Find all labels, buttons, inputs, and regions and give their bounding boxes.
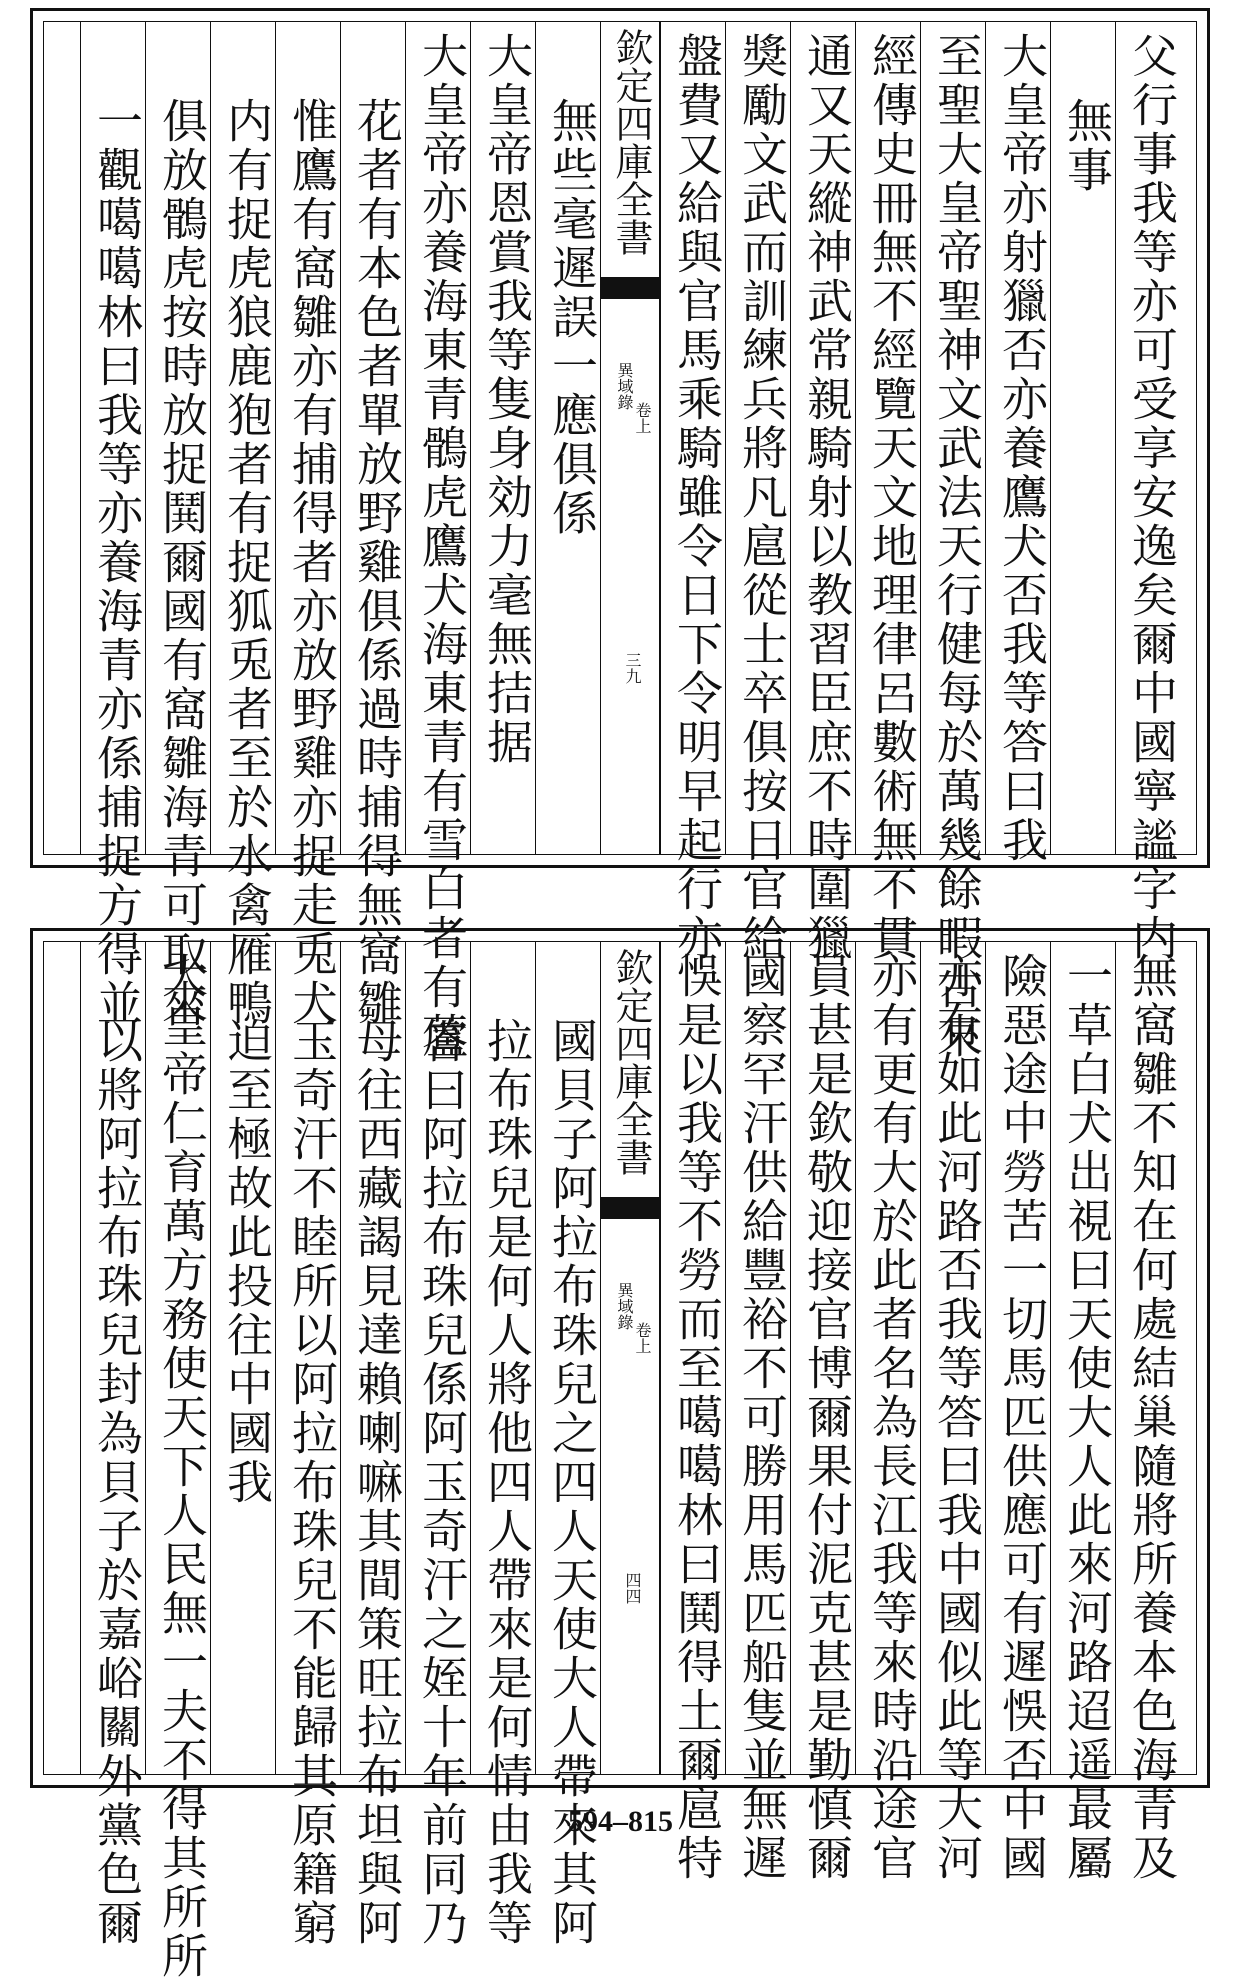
column-text: 至聖大皇帝聖神文武法天行健每於萬幾餘暇古來 xyxy=(930,32,984,1061)
text-column xyxy=(145,22,210,1028)
column-text: 悞是以我等不勞而至噶噶林曰鬨得土爾扈特 xyxy=(670,952,724,1883)
text-column xyxy=(405,22,470,1061)
text-column xyxy=(855,22,920,963)
text-column xyxy=(920,22,985,1061)
text-column xyxy=(1115,22,1180,963)
text-column xyxy=(340,22,405,1028)
text-column xyxy=(920,942,985,1883)
column-text: 玉奇汗不睦所以阿拉布珠兒不能歸其原籍窮 xyxy=(285,1017,339,1948)
column-text: 一觀噶噶林曰我等亦養海青亦係捕捉方得並 xyxy=(90,97,144,1028)
column-text: 拉布珠兒是何人將他四人帶來是何情由我等 xyxy=(480,1017,534,1948)
top-page xyxy=(30,8,1210,1061)
column-text: 以將阿拉布珠兒封為貝子於嘉峪關外黨色爾 xyxy=(90,1017,144,1948)
column-text: 答曰阿拉布珠兒係阿玉奇汗之姪十年前同乃 xyxy=(415,1017,469,1948)
column-text: 内有捉虎狼鹿狍者有捉狐兎者至於水禽雁鴨 xyxy=(220,97,274,1028)
column-text: 大皇帝恩賞我等隻身効力毫無拮据 xyxy=(480,32,534,767)
column-text: 無事 xyxy=(1060,97,1114,195)
column-text: 大皇帝亦射獵否亦養鷹犬否我等答曰我 xyxy=(995,32,1049,865)
text-column xyxy=(470,22,535,854)
text-column xyxy=(405,942,470,1948)
center-title: 欽定四庫全書 xyxy=(609,948,653,1176)
text-column xyxy=(275,22,340,1028)
text-column xyxy=(725,22,790,963)
text-column xyxy=(790,942,855,1883)
center-juan: 卷上 xyxy=(633,1322,652,1354)
center-fold xyxy=(600,942,660,1774)
column-text: 一草白犬出視曰天使大人此來河路迢遥最屬 xyxy=(1060,952,1114,1883)
center-book: 異域錄 xyxy=(615,362,634,410)
text-column xyxy=(470,942,535,1948)
text-column xyxy=(535,942,600,1948)
center-page: 三九 xyxy=(623,652,642,684)
top-page-frame xyxy=(43,21,1197,1061)
text-column xyxy=(80,22,145,1028)
column-text: 獎勵文武而訓練兵將凡扈從士卒俱按日官給 xyxy=(735,32,789,963)
column-text: 盤費又給與官馬乘騎雖令日下令明早起行亦 xyxy=(670,32,724,963)
text-column xyxy=(210,22,275,1028)
center-juan: 卷上 xyxy=(633,402,652,434)
column-text: 大皇帝亦養海東青鶻虎鷹犬海東青有雪白者有蘆 xyxy=(415,32,469,1061)
center-book: 異域錄 xyxy=(615,1282,634,1330)
center-title: 欽定四庫全書 xyxy=(609,28,653,256)
column-text: 惟鷹有窩雛亦有捕得者亦放野雞亦捉走兎犬 xyxy=(285,97,339,1028)
column-text: 經傳史冊無不經覽天文地理律呂數術無不貫 xyxy=(865,32,919,963)
text-column xyxy=(340,942,405,1948)
column-text: 大皇帝仁育萬方務使天下人民無一夫不得其所所 xyxy=(155,952,209,1981)
column-text: 亦有如此河路否我等答曰我中國似此等大河 xyxy=(930,952,984,1883)
text-column xyxy=(275,942,340,1948)
center-page: 四四 xyxy=(623,1572,642,1604)
column-text: 父行事我等亦可受享安逸矣爾中國寧謐字内 xyxy=(1125,32,1179,963)
text-column xyxy=(535,22,600,854)
column-text: 國貝子阿拉布珠兒之四人天使大人帶來其阿 xyxy=(545,1017,599,1948)
column-text: 員甚是欽敬迎接官博爾果付泥克甚是勤慎爾 xyxy=(800,952,854,1883)
text-column xyxy=(725,942,790,1883)
column-text: 俱放鶻虎按時放捉鬨爾國有窩雛海青可取來 xyxy=(155,97,209,1028)
column-text: 無窩雛不知在何處結巢隨將所養本色海青及 xyxy=(1125,952,1179,1883)
column-text: 險惡途中勞苦一切馬匹供應可有遲悞否中國 xyxy=(995,952,1049,1883)
text-column xyxy=(145,942,210,1981)
column-text: 花者有本色者單放野雞俱係過時捕得無窩雛 xyxy=(350,97,404,1028)
text-column xyxy=(660,942,725,1883)
fish-tail-mark xyxy=(601,1197,659,1219)
column-text: 國察罕汗供給豐裕不可勝用馬匹船隻並無遲 xyxy=(735,952,789,1883)
column-text: 無些毫遲誤一應俱係 xyxy=(545,97,599,538)
column-text: 母往西藏謁見達賴喇嘛其間策旺拉布坦與阿 xyxy=(350,1017,404,1948)
text-column xyxy=(855,942,920,1883)
page-footer-number: 594–815 xyxy=(568,1805,673,1838)
column-text: 迫至極故此投往中國我 xyxy=(220,1017,274,1507)
text-column xyxy=(80,942,145,1948)
text-column xyxy=(210,942,275,1774)
text-column xyxy=(1115,942,1180,1883)
text-column xyxy=(790,22,855,963)
text-column xyxy=(985,22,1050,865)
fish-tail-mark xyxy=(601,277,659,299)
text-column xyxy=(1050,22,1115,854)
text-column xyxy=(1050,942,1115,1883)
column-text: 亦有更有大於此者名為長江我等來時沿途官 xyxy=(865,952,919,1883)
column-text: 通又天縱神武常親騎射以教習臣庶不時圍獵 xyxy=(800,32,854,963)
text-column xyxy=(985,942,1050,1883)
text-column xyxy=(660,22,725,963)
center-fold xyxy=(600,22,660,854)
